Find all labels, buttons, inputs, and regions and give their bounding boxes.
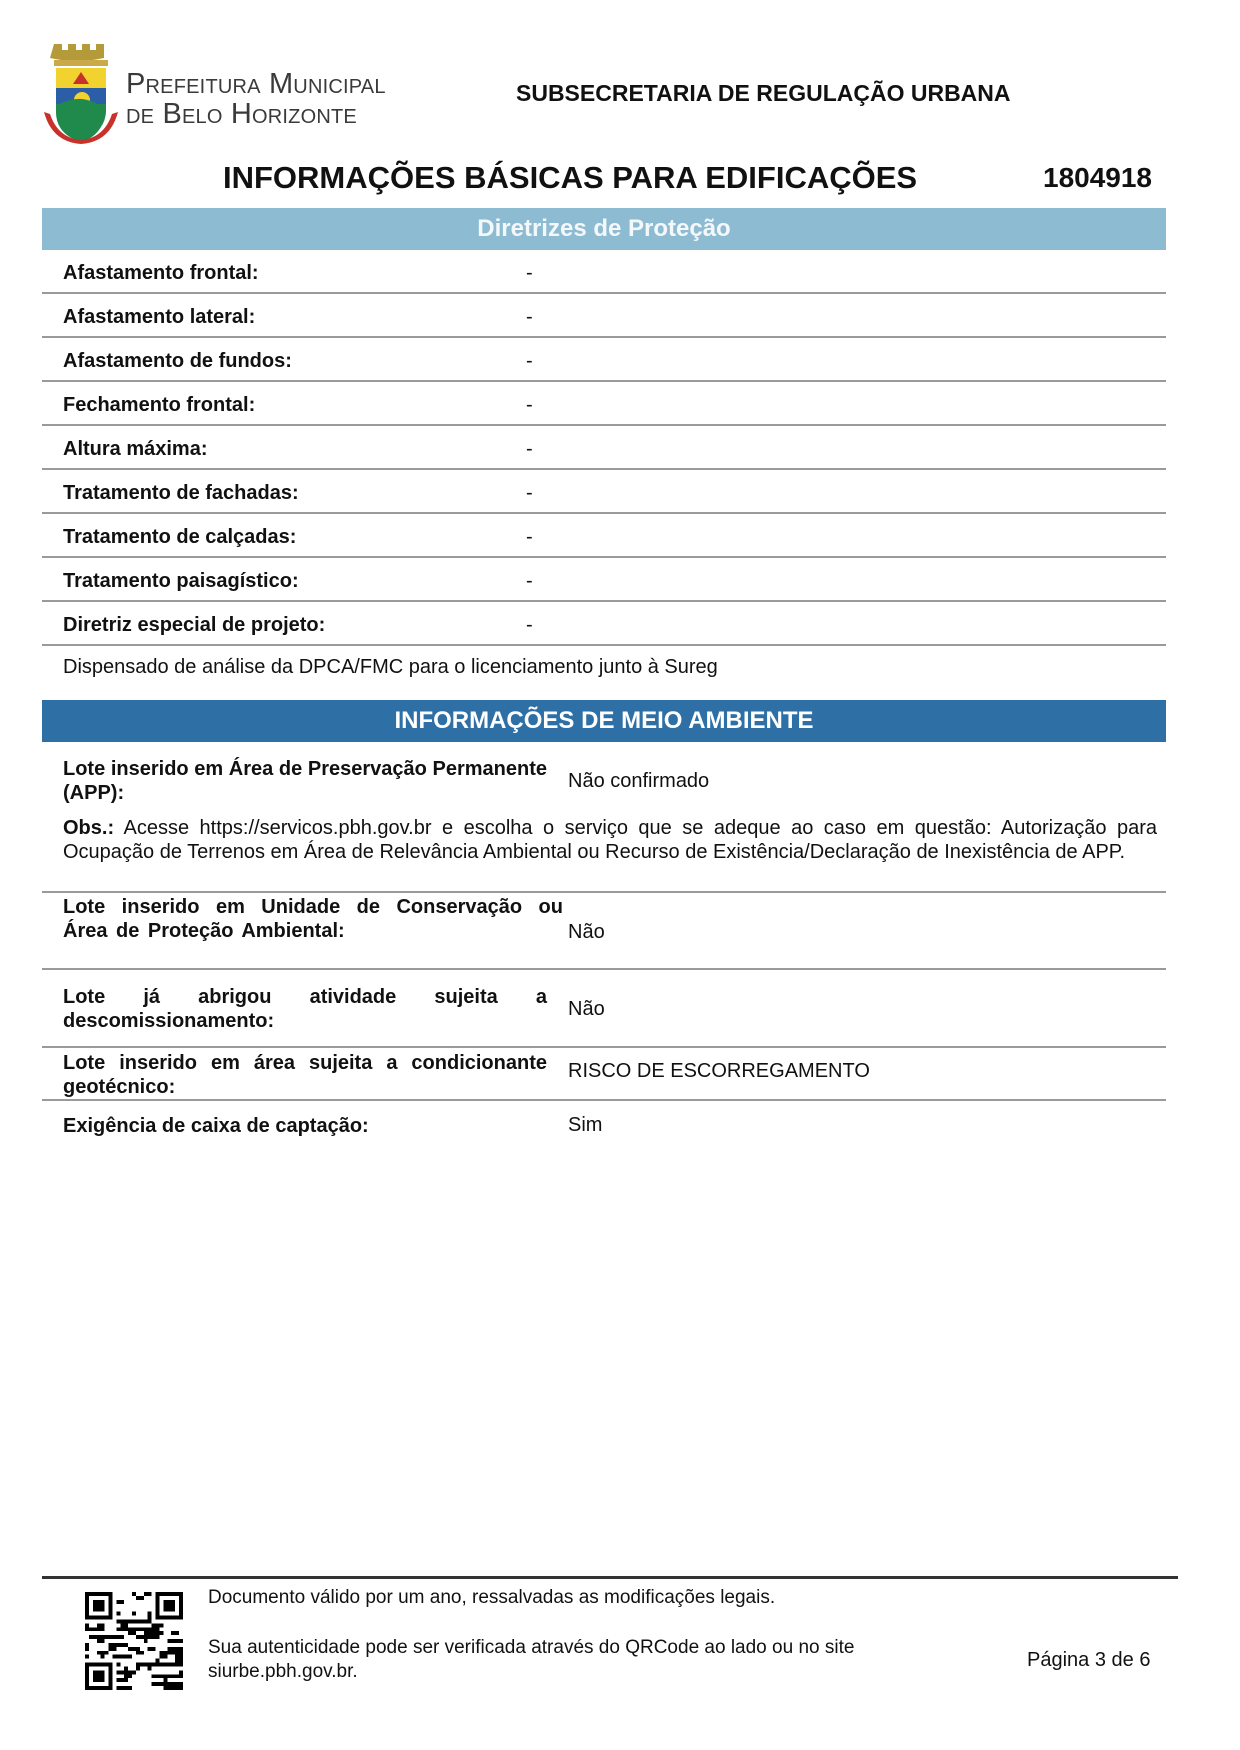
row-label: Afastamento de fundos: [63, 350, 292, 372]
divider [42, 968, 1166, 970]
uc-label: Lote inserido em Unidade de Conservação ou Área de Proteção Ambiental: [63, 896, 563, 942]
row-label: Afastamento lateral: [63, 306, 256, 328]
section-header-meio-ambiente: INFORMAÇÕES DE MEIO AMBIENTE [42, 700, 1166, 742]
table-row [42, 294, 1166, 338]
app-value: Não confirmado [568, 770, 710, 792]
city-coat-of-arms-icon [42, 40, 120, 146]
caixa-label: Exigência de caixa de captação: [63, 1115, 369, 1137]
row-value: - [526, 262, 533, 284]
obs-text: Acesse https://servicos.pbh.gov.br e escolha o serviço que se adeque ao caso em questão: Autorização para Ocupação de Terrenos em Área de Relevância Ambiental ou Recurso de Existência/Declaração de Inexistência de APP. [63, 817, 1157, 863]
row-label: Tratamento de fachadas: [63, 482, 299, 504]
row-value: - [526, 482, 533, 504]
subsecretaria-heading: SUBSECRETARIA DE REGULAÇÃO URBANA [516, 80, 1011, 106]
uc-value: Não [568, 921, 605, 943]
org-name-line2: de Belo Horizonte [126, 98, 357, 130]
footer-divider [42, 1576, 1178, 1579]
table-row [42, 250, 1166, 294]
divider [42, 1099, 1166, 1101]
table-row [42, 470, 1166, 514]
obs-prefix: Obs.: [63, 817, 115, 839]
row-value: - [526, 570, 533, 592]
table-row [42, 338, 1166, 382]
table-row [42, 514, 1166, 558]
divider [42, 1046, 1166, 1048]
row-value: - [526, 438, 533, 460]
descomissionamento-value: Não [568, 998, 605, 1020]
table-row [42, 426, 1166, 470]
qr-code-icon [85, 1592, 183, 1690]
row-label: Altura máxima: [63, 438, 208, 460]
document-title: INFORMAÇÕES BÁSICAS PARA EDIFICAÇÕES [223, 160, 918, 195]
row-value: - [526, 614, 533, 636]
diretrizes-table [42, 250, 1166, 646]
section-header-diretrizes: Diretrizes de Proteção [42, 208, 1166, 250]
row-label: Tratamento de calçadas: [63, 526, 297, 548]
footer-auth-line2: siurbe.pbh.gov.br. [208, 1661, 358, 1682]
row-value: - [526, 526, 533, 548]
table-row [42, 382, 1166, 426]
divider [42, 891, 1166, 893]
app-label: Lote inserido em Área de Preservação Permanente (APP): [63, 758, 547, 804]
row-value: - [526, 306, 533, 328]
dispensado-note: Dispensado de análise da DPCA/FMC para o licenciamento junto à Sureg [63, 656, 718, 678]
page-number: Página 3 de 6 [1027, 1649, 1151, 1671]
table-row [42, 558, 1166, 602]
geotecnico-value: RISCO DE ESCORREGAMENTO [568, 1060, 870, 1082]
org-name-line1: Prefeitura Municipal [126, 68, 386, 100]
row-label: Fechamento frontal: [63, 394, 256, 416]
row-label: Afastamento frontal: [63, 262, 259, 284]
descomissionamento-label: Lote já abrigou atividade sujeita a descomissionamento: [63, 986, 547, 1032]
row-label: Diretriz especial de projeto: [63, 614, 326, 636]
document-number: 1804918 [1043, 162, 1153, 193]
footer-auth-line1: Sua autenticidade pode ser verificada através do QRCode ao lado ou no site [208, 1637, 855, 1658]
row-value: - [526, 350, 533, 372]
row-label: Tratamento paisagístico: [63, 570, 299, 592]
obs-note [63, 816, 1157, 864]
row-value: - [526, 394, 533, 416]
caixa-value: Sim [568, 1114, 603, 1136]
table-row [42, 602, 1166, 646]
geotecnico-label: Lote inserido em área sujeita a condicionante geotécnico: [63, 1052, 547, 1098]
footer-validity: Documento válido por um ano, ressalvadas as modificações legais. [208, 1587, 776, 1608]
